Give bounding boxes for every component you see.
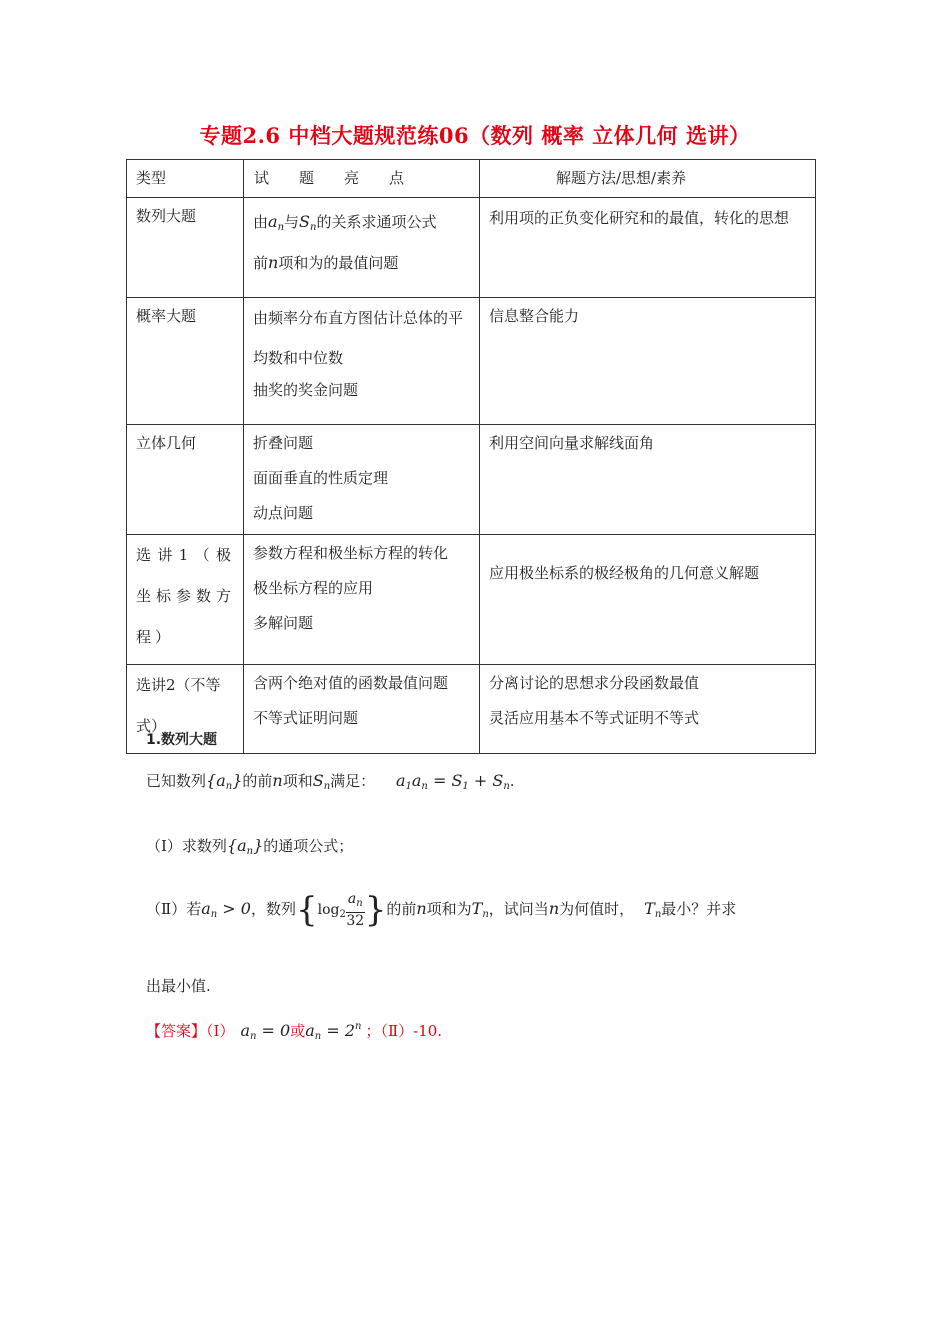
- table-row: [127, 425, 816, 535]
- part-two-continued: 出最小值.: [146, 977, 211, 995]
- table-header-row: [127, 160, 816, 198]
- header-points: 试 题 亮 点: [244, 160, 480, 198]
- row-type: 选讲2（不等式）: [127, 665, 244, 754]
- row-methods: 信息整合能力: [480, 298, 816, 425]
- answer-label: 【答案】: [146, 1022, 207, 1040]
- row-type: 立体几何: [127, 425, 244, 535]
- row-points: 由频率分布直方图估计总体的平均数和中位数 抽奖的奖金问题: [244, 298, 480, 425]
- header-methods: 解题方法/思想/素养: [480, 160, 816, 198]
- table-row: [127, 298, 816, 425]
- row-points: 参数方程和极坐标方程的转化 极坐标方程的应用 多解问题: [244, 535, 480, 665]
- row-type: 选讲1（极坐标参数方程）: [127, 535, 244, 665]
- summary-table: [126, 159, 816, 754]
- problem-stem: 已知数列$\{a_n\}$的前n项和$S_n$满足： $a_1a_n = S_1 + S_n$.: [146, 771, 515, 792]
- page-title: 专题2.6 中档大题规范练06（数列 概率 立体几何 选讲）: [199, 123, 751, 148]
- table-row: [127, 198, 816, 298]
- table-row: [127, 535, 816, 665]
- row-type: 数列大题: [127, 198, 244, 298]
- row-methods: 应用极坐标系的极经极角的几何意义解题: [480, 535, 816, 665]
- row-points: 由$a_n$与$S_n$的关系求通项公式 前n项和为的最值问题: [244, 198, 480, 298]
- table-row: [127, 665, 816, 754]
- row-type: 概率大题: [127, 298, 244, 425]
- row-methods: 分离讨论的思想求分段函数最值 灵活应用基本不等式证明不等式: [480, 665, 816, 754]
- row-methods: 利用项的正负变化研究和的最值，转化的思想: [480, 198, 816, 298]
- answer: 【答案】（Ⅰ） $a_n = 0$或$a_n = 2^n$ ；（Ⅱ）-10.: [146, 1021, 443, 1042]
- header-type: 类型: [127, 160, 244, 198]
- problem-heading: 1.数列大题: [146, 732, 218, 748]
- part-one: （Ⅰ）求数列$\{a_n\}$的通项公式；: [146, 836, 354, 857]
- part-two: （Ⅱ）若$a_n > 0$，数列{$\log_2$ $\frac{a_n}{32}$ }的前n项和为$T_n$，试问当n为何值时， $T_n$最小？并求: [146, 890, 737, 930]
- row-points: 含两个绝对值的函数最值问题 不等式证明问题: [244, 665, 480, 754]
- row-methods: 利用空间向量求解线面角: [480, 425, 816, 535]
- row-points: 折叠问题 面面垂直的性质定理 动点问题: [244, 425, 480, 535]
- stem-equation: $a_1a_n = S_1 + S_n$: [395, 771, 510, 792]
